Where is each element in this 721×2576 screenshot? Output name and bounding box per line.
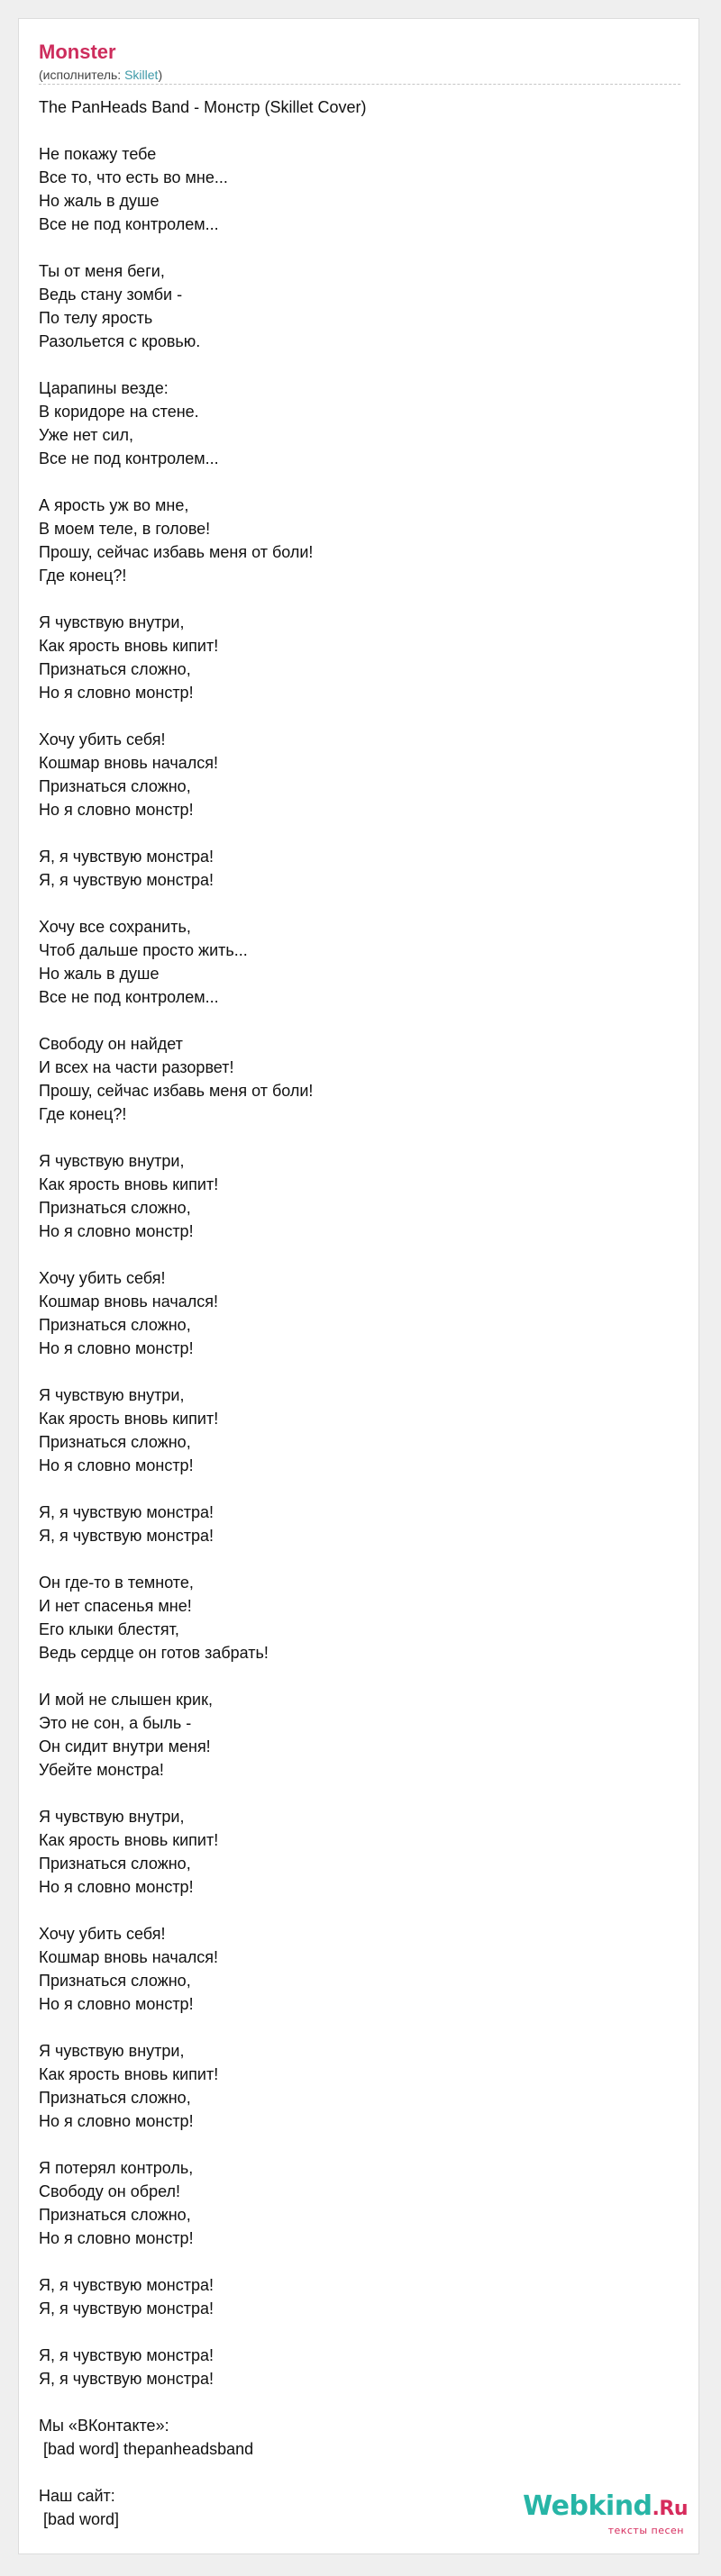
- lyric-line: Уже нет сил,: [39, 426, 134, 444]
- lyric-line: [39, 1664, 670, 1688]
- lyric-line: Но я словно монстр!: [39, 2112, 194, 2130]
- lyric-line: [39, 2390, 670, 2414]
- lyric-line: [39, 1547, 670, 1571]
- lyric-line: Чтоб дальше просто жить...: [39, 941, 248, 959]
- performer-link[interactable]: Skillet: [124, 68, 159, 82]
- lyric-line: Я, я чувствую монстра!: [39, 1503, 214, 1521]
- lyric-line: [39, 236, 670, 259]
- lyric-line: Свободу он обрел!: [39, 2182, 180, 2200]
- lyric-line: Мы «ВКонтакте»:: [39, 2417, 169, 2435]
- lyric-line: Ты от меня беги,: [39, 262, 165, 280]
- lyrics-card: [18, 18, 699, 2554]
- lyric-line: [39, 892, 670, 915]
- performer-suffix: ): [158, 68, 163, 82]
- lyric-line: По телу ярость: [39, 309, 153, 327]
- header-divider: [39, 84, 680, 85]
- lyric-line: Признаться сложно,: [39, 1972, 191, 1990]
- lyric-line: Как ярость вновь кипит!: [39, 637, 219, 655]
- lyric-line: Все не под контролем...: [39, 988, 219, 1006]
- lyric-line: Он где-то в темноте,: [39, 1574, 194, 1592]
- lyric-line: Признаться сложно,: [39, 2206, 191, 2224]
- lyric-line: Я, я чувствую монстра!: [39, 2276, 214, 2294]
- lyric-line: Убейте монстра!: [39, 1761, 164, 1779]
- lyric-line: [bad word]: [39, 2510, 120, 2528]
- lyric-line: Признаться сложно,: [39, 660, 191, 678]
- lyric-line: [39, 1782, 670, 1805]
- lyric-line: Все то, что есть во мне...: [39, 168, 228, 186]
- lyric-line: Я, я чувствую монстра!: [39, 848, 214, 866]
- lyric-line: Свободу он найдет: [39, 1035, 183, 1053]
- lyric-line: Хочу убить себя!: [39, 1925, 166, 1943]
- lyric-line: [39, 2133, 670, 2156]
- lyric-line: Где конец?!: [39, 1105, 127, 1123]
- lyric-line: Но я словно монстр!: [39, 1995, 194, 2013]
- lyric-line: Кошмар вновь начался!: [39, 1293, 218, 1311]
- lyric-line: Я, я чувствую монстра!: [39, 2346, 214, 2364]
- song-title: Monster: [39, 41, 116, 63]
- lyric-line: [39, 470, 670, 494]
- lyric-line: И нет спасенья мне!: [39, 1597, 192, 1615]
- logo-tld: .Ru: [652, 2498, 688, 2520]
- lyric-line: В коридоре на стене.: [39, 403, 199, 421]
- lyric-line: И мой не слышен крик,: [39, 1691, 213, 1709]
- lyric-line: Но я словно монстр!: [39, 1339, 194, 1357]
- lyric-line: [39, 821, 670, 845]
- lyric-line: Но я словно монстр!: [39, 684, 194, 702]
- lyric-line: Но я словно монстр!: [39, 2229, 194, 2247]
- song-header: [39, 41, 670, 84]
- lyric-line: [39, 119, 670, 142]
- lyric-line: Его клыки блестят,: [39, 1620, 179, 1638]
- lyric-line: Ведь сердце он готов забрать!: [39, 1644, 269, 1662]
- lyric-line: Я, я чувствую монстра!: [39, 1527, 214, 1545]
- lyric-line: Хочу убить себя!: [39, 730, 166, 748]
- performer-line: [39, 66, 670, 84]
- lyric-line: [39, 1899, 670, 1922]
- lyric-line: Я чувствую внутри,: [39, 1152, 185, 1170]
- lyric-line: Как ярость вновь кипит!: [39, 1410, 219, 1428]
- lyric-line: Он сидит внутри меня!: [39, 1737, 211, 1755]
- lyric-line: И всех на части разорвет!: [39, 1058, 234, 1076]
- lyric-line: [39, 2461, 670, 2484]
- lyric-line: Признаться сложно,: [39, 777, 191, 795]
- lyric-line: [39, 2016, 670, 2039]
- lyric-line: В моем теле, в голове!: [39, 520, 211, 538]
- lyric-line: Кошмар вновь начался!: [39, 1948, 218, 1966]
- lyric-line: Признаться сложно,: [39, 1316, 191, 1334]
- lyric-line: [39, 704, 670, 728]
- logo-tagline: тексты песен: [607, 2525, 684, 2536]
- lyric-line: Но я словно монстр!: [39, 801, 194, 819]
- lyric-line: Я, я чувствую монстра!: [39, 871, 214, 889]
- lyric-line: Но я словно монстр!: [39, 1878, 194, 1896]
- lyric-line: [39, 353, 670, 376]
- lyric-line: Где конец?!: [39, 567, 127, 585]
- lyric-line: [39, 2320, 670, 2344]
- performer-prefix: (исполнитель:: [39, 68, 125, 82]
- logo-wordmark: [523, 2490, 688, 2526]
- lyric-line: Разольется с кровью.: [39, 332, 201, 350]
- lyric-line: [39, 1009, 670, 1032]
- lyric-line: Царапины везде:: [39, 379, 169, 397]
- lyric-line: Но я словно монстр!: [39, 1456, 194, 1474]
- lyric-line: Все не под контролем...: [39, 215, 219, 233]
- lyrics-text: [39, 95, 670, 2531]
- lyric-line: [39, 1477, 670, 1501]
- lyric-line: Я чувствую внутри,: [39, 2042, 185, 2060]
- lyric-line: Как ярость вновь кипит!: [39, 2065, 219, 2083]
- lyric-line: Я чувствую внутри,: [39, 1386, 185, 1404]
- lyric-line: Но я словно монстр!: [39, 1222, 194, 1240]
- lyric-line: [bad word] thepanheadsband: [39, 2440, 254, 2458]
- lyric-line: Наш сайт:: [39, 2487, 115, 2505]
- lyric-line: Я потерял контроль,: [39, 2159, 194, 2177]
- lyric-line: Признаться сложно,: [39, 1199, 191, 1217]
- lyric-line: Прошу, сейчас избавь меня от боли!: [39, 543, 314, 561]
- lyric-line: Я чувствую внутри,: [39, 613, 185, 631]
- lyric-line: Признаться сложно,: [39, 1855, 191, 1873]
- lyric-line: [39, 1126, 670, 1149]
- webkind-logo[interactable]: [507, 2490, 688, 2544]
- lyric-line: Признаться сложно,: [39, 2089, 191, 2107]
- lyric-line: The PanHeads Band - Монстр (Skillet Cover): [39, 98, 367, 116]
- lyric-line: Но жаль в душе: [39, 965, 160, 983]
- lyric-line: Все не под контролем...: [39, 449, 219, 467]
- logo-web: Web: [523, 2490, 589, 2522]
- lyric-line: [39, 1243, 670, 1266]
- lyric-line: Я чувствую внутри,: [39, 1808, 185, 1826]
- lyric-line: [39, 587, 670, 611]
- logo-kind: kind: [588, 2490, 653, 2522]
- lyric-line: Прошу, сейчас избавь меня от боли!: [39, 1082, 314, 1100]
- lyric-line: Ведь стану зомби -: [39, 286, 183, 304]
- lyric-line: Я, я чувствую монстра!: [39, 2370, 214, 2388]
- lyric-line: А ярость уж во мне,: [39, 496, 189, 514]
- lyric-line: Как ярость вновь кипит!: [39, 1175, 219, 1193]
- lyric-line: Но жаль в душе: [39, 192, 160, 210]
- lyric-line: Не покажу тебе: [39, 145, 157, 163]
- lyric-line: [39, 2250, 670, 2273]
- lyric-line: Хочу убить себя!: [39, 1269, 166, 1287]
- lyric-line: Как ярость вновь кипит!: [39, 1831, 219, 1849]
- lyric-line: Кошмар вновь начался!: [39, 754, 218, 772]
- lyric-line: Признаться сложно,: [39, 1433, 191, 1451]
- lyric-line: Это не сон, а быль -: [39, 1714, 192, 1732]
- lyric-line: [39, 1360, 670, 1383]
- lyric-line: Я, я чувствую монстра!: [39, 2299, 214, 2317]
- lyric-line: Хочу все сохранить,: [39, 918, 191, 936]
